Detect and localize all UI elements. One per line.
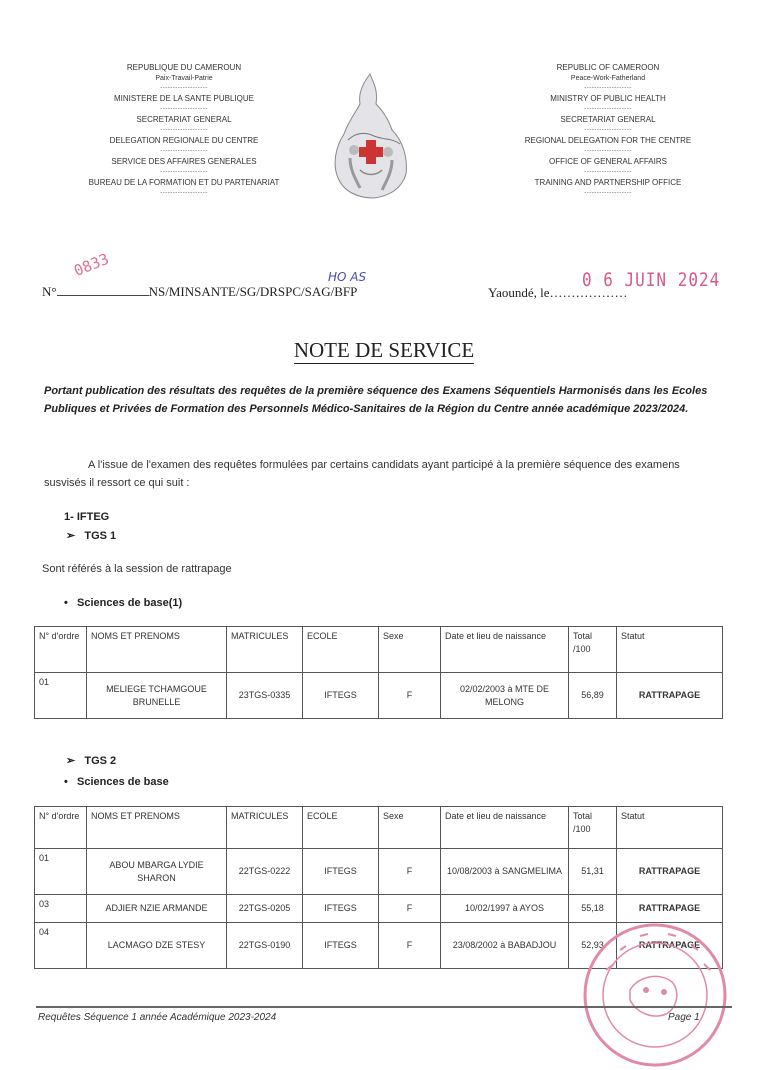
table-row <box>35 673 723 719</box>
official-round-stamp-icon <box>580 920 730 1070</box>
reference-line: N° NS/MINSANTE/SG/DRSPC/SAG/BFP <box>42 284 358 299</box>
sub-heading-tgs2: ➢ TGS 2 <box>66 755 117 767</box>
header-motto: Peace-Work-Fatherland <box>570 75 646 82</box>
table-cell: F <box>379 923 441 969</box>
table-cell: MELIEGE TCHAMGOUE BRUNELLE <box>87 673 227 719</box>
table-cell: 22TGS-0190 <box>227 923 303 969</box>
page-title: NOTE DE SERVICE <box>293 338 475 362</box>
header-line: REPUBLIQUE DU CAMEROUN <box>126 63 242 72</box>
table-cell: 52,93 <box>569 923 617 969</box>
referred-text: Sont référés à la session de rattrapage <box>42 563 232 575</box>
table-cell: 01 <box>35 673 87 719</box>
section-heading: 1- IFTEG <box>64 511 110 523</box>
sub-heading-tgs1: ➢ TGS 1 <box>66 530 117 542</box>
header-line: MINISTERE DE LA SANTE PUBLIQUE <box>113 94 255 103</box>
table-cell: 51,31 <box>569 849 617 895</box>
table-cell: 10/02/1997 à AYOS <box>441 895 569 923</box>
handwritten-reference-number: 0833 <box>71 249 112 280</box>
table-cell: IFTEGS <box>303 673 379 719</box>
table-cell: 01 <box>35 849 87 895</box>
table-cell: F <box>379 673 441 719</box>
header-motto: Paix-Travail-Patrie <box>155 75 213 82</box>
arrow-bullet-icon: ➢ <box>66 755 76 767</box>
table-header-cell: ECOLE <box>303 627 379 673</box>
reference-code: NS/MINSANTE/SG/DRSPC/SAG/BFP <box>148 284 358 299</box>
header-line: SECRETARIAT GENERAL <box>560 115 656 124</box>
table-cell: F <box>379 849 441 895</box>
date-stamp: 0 6 JUIN 2024 <box>582 268 721 291</box>
table-cell: IFTEGS <box>303 895 379 923</box>
header-left: REPUBLIQUE DU CAMEROUN Paix-Travail-Patrie ------------------- MINISTERE DE LA SANTE PUBLIQUE ------------------- SECRETARIAT GENERAL ------------------- DELEGATION REGIONALE DU CENTRE ------------------- SERVICE DES AFFAIRES GENERALES ------------------- BUREAU DE LA FORMATION ET DU PARTENARIAT ------------------- <box>54 64 314 200</box>
table-cell: 22TGS-0222 <box>227 849 303 895</box>
table-header-cell: Statut <box>617 627 723 673</box>
header-line: TRAINING AND PARTNERSHIP OFFICE <box>534 178 682 187</box>
table-header-cell: Sexe <box>379 807 441 849</box>
table-cell: 03 <box>35 895 87 923</box>
header-line: DELEGATION REGIONALE DU CENTRE <box>109 136 259 145</box>
cameroon-health-emblem-icon <box>330 70 412 202</box>
table-header-row <box>35 807 723 849</box>
table-cell: 02/02/2003 à MTE DE MELONG <box>441 673 569 719</box>
table-cell: IFTEGS <box>303 849 379 895</box>
header-right: REPUBLIC OF CAMEROON Peace-Work-Fatherland ------------------- MINISTRY OF PUBLIC HEALTH ------------------- SECRETARIAT GENERAL ------------------- REGIONAL DELEGATION FOR THE CENTRE ------------------- OFFICE OF GENERAL AFFAIRS ------------------- TRAINING AND PARTNERSHIP OFFICE ------------------- <box>478 64 738 200</box>
subject-heading-2: • Sciences de base <box>64 776 169 788</box>
place-date: Yaoundé, le……………… <box>488 285 628 300</box>
table-cell: 23TGS-0335 <box>227 673 303 719</box>
table-cell: ADJIER NZIE ARMANDE <box>87 895 227 923</box>
footer-text: Requêtes Séquence 1 année Académique 2023-2024 <box>38 1012 277 1023</box>
table-header-cell: Date et lieu de naissance <box>441 627 569 673</box>
table-header-cell: Statut <box>617 807 723 849</box>
header-line: REGIONAL DELEGATION FOR THE CENTRE <box>524 136 692 145</box>
table-header-cell: N° d'ordre <box>35 807 87 849</box>
dot-bullet-icon: • <box>64 776 68 788</box>
header-line: MINISTRY OF PUBLIC HEALTH <box>550 94 666 103</box>
table-header-row <box>35 627 723 673</box>
table-cell: 10/08/2003 à SANGMELIMA <box>441 849 569 895</box>
table-cell: LACMAGO DZE STESY <box>87 923 227 969</box>
table-row <box>35 849 723 895</box>
subject-heading-1: • Sciences de base(1) <box>64 597 183 609</box>
table-header-cell: Total /100 <box>569 807 617 849</box>
table-cell: 04 <box>35 923 87 969</box>
table-cell: F <box>379 895 441 923</box>
table-cell: 22TGS-0205 <box>227 895 303 923</box>
status-cell: RATTRAPAGE <box>617 923 723 969</box>
header-line: REPUBLIC OF CAMEROON <box>556 63 660 72</box>
table-cell: 56,89 <box>569 673 617 719</box>
table-cell: ABOU MBARGA LYDIE SHARON <box>87 849 227 895</box>
table-cell: IFTEGS <box>303 923 379 969</box>
header-line: SERVICE DES AFFAIRES GENERALES <box>111 157 257 166</box>
header-line: BUREAU DE LA FORMATION ET DU PARTENARIAT <box>88 178 280 187</box>
status-cell: RATTRAPAGE <box>617 895 723 923</box>
table-header-cell: MATRICULES <box>227 627 303 673</box>
arrow-bullet-icon: ➢ <box>66 530 76 542</box>
table-row <box>35 895 723 923</box>
subject-paragraph: Portant publication des résultats des requêtes de la première séquence des Examens Séquentiels Harmonisés dans les Ecoles Publiques et Privées de Formation des Personnels Médico-Sanitaires de la Région du Centre année académique 2023/2024. <box>44 385 708 415</box>
header-line: SECRETARIAT GENERAL <box>136 115 232 124</box>
footer-rule <box>36 1006 732 1008</box>
table-header-cell: ECOLE <box>303 807 379 849</box>
table-header-cell: NOMS ET PRENOMS <box>87 807 227 849</box>
table-header-cell: MATRICULES <box>227 807 303 849</box>
intro-paragraph: A l'issue de l'examen des requêtes formulées par certains candidats ayant participé à la première séquence des examens susvisés il ressort ce qui suit : <box>44 459 680 489</box>
table-header-cell: NOMS ET PRENOMS <box>87 627 227 673</box>
handwritten-mark: HO AS <box>328 270 367 284</box>
table-cell: 23/08/2002 à BABADJOU <box>441 923 569 969</box>
table-header-cell: N° d'ordre <box>35 627 87 673</box>
status-cell: RATTRAPAGE <box>617 673 723 719</box>
header-line: OFFICE OF GENERAL AFFAIRS <box>549 157 667 166</box>
table-header-cell: Sexe <box>379 627 441 673</box>
status-cell: RATTRAPAGE <box>617 849 723 895</box>
dot-bullet-icon: • <box>64 597 68 609</box>
table-header-cell: Date et lieu de naissance <box>441 807 569 849</box>
page-number: Page 1 <box>668 1012 700 1023</box>
table-header-cell: Total /100 <box>569 627 617 673</box>
table-cell: 55,18 <box>569 895 617 923</box>
results-table-tgs1 <box>34 626 723 719</box>
